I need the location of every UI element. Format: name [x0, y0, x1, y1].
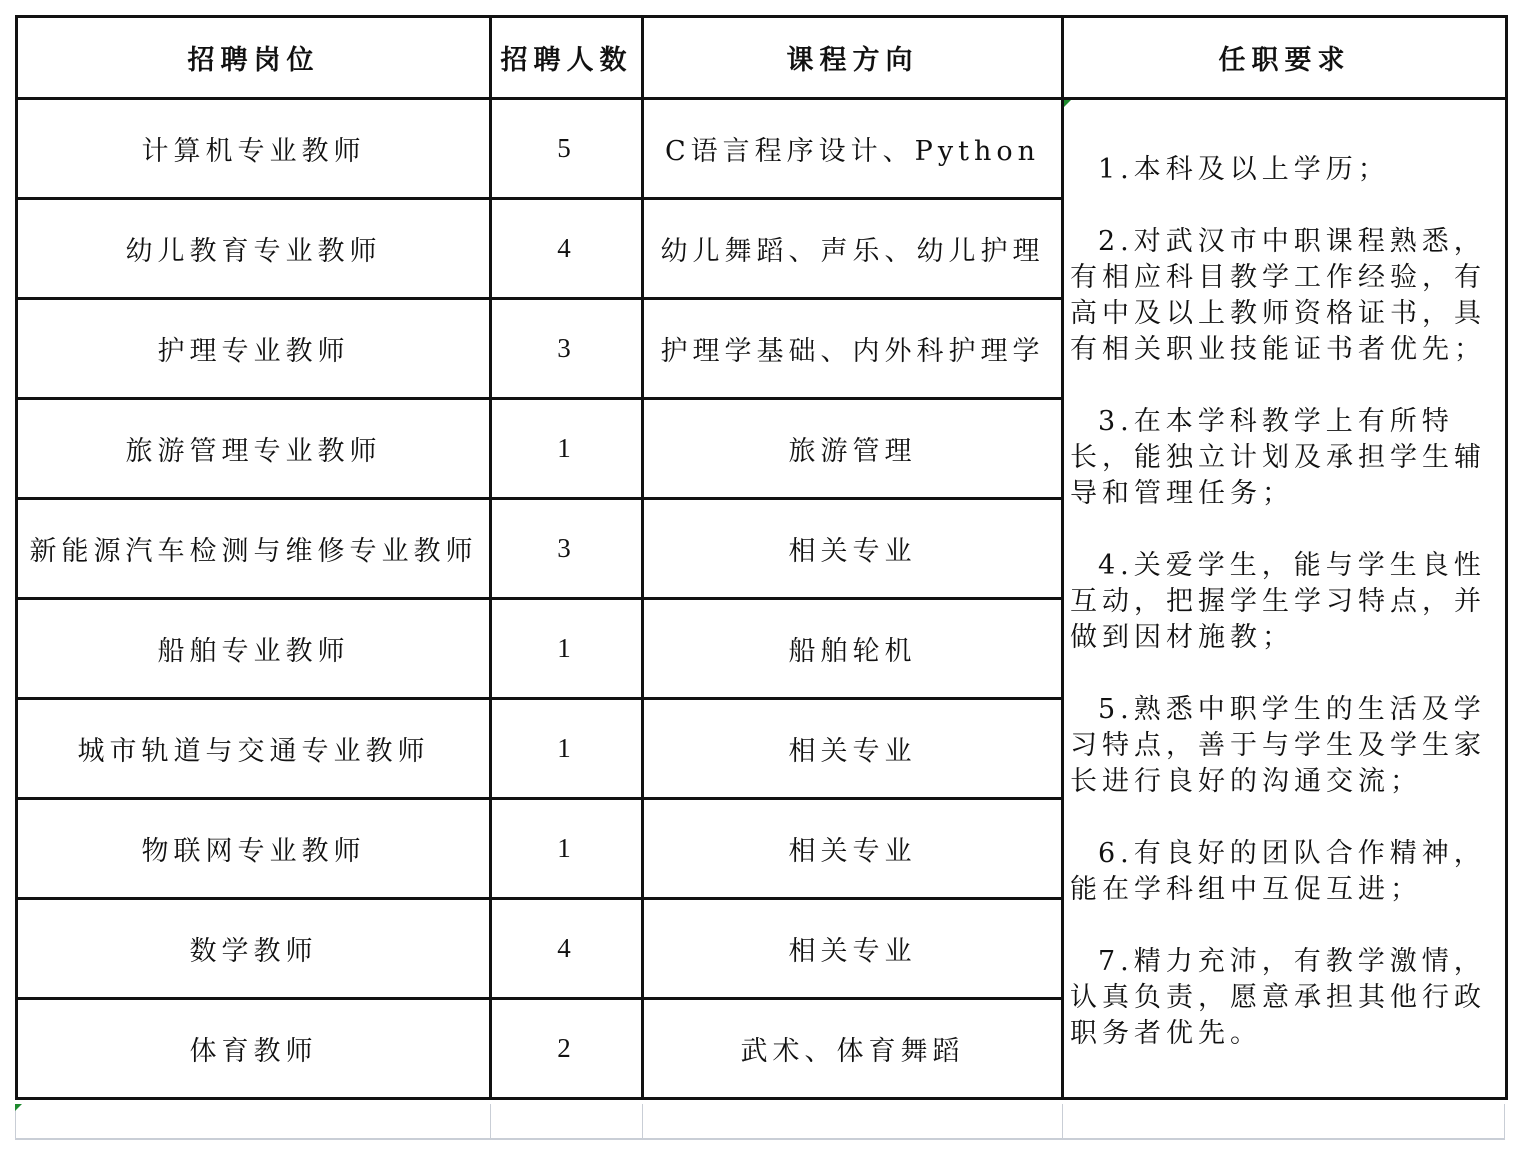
cell-course[interactable]: 相关专业: [643, 499, 1063, 599]
cell-course[interactable]: 旅游管理: [643, 399, 1063, 499]
requirement-item: 3.在本学科教学上有所特长，能独立计划及承担学生辅导和管理任务；: [1070, 406, 1486, 509]
table-row: [17, 99, 1507, 199]
cell-position[interactable]: 船舶专业教师: [17, 599, 491, 699]
cell-course[interactable]: 武术、体育舞蹈: [643, 999, 1063, 1099]
cell-position[interactable]: 幼儿教育专业教师: [17, 199, 491, 299]
cell-position[interactable]: 物联网专业教师: [17, 799, 491, 899]
cell-comment-marker: [1064, 100, 1071, 107]
cell-count[interactable]: 5: [491, 99, 643, 199]
cell-count[interactable]: 4: [491, 899, 643, 999]
cell-position[interactable]: 护理专业教师: [17, 299, 491, 399]
header-count[interactable]: 招聘人数: [491, 17, 643, 99]
cell-course[interactable]: 相关专业: [643, 899, 1063, 999]
cell-count[interactable]: 1: [491, 599, 643, 699]
cell-count[interactable]: 3: [491, 299, 643, 399]
cell-position[interactable]: 城市轨道与交通专业教师: [17, 699, 491, 799]
header-course[interactable]: 课程方向: [643, 17, 1063, 99]
cell-count[interactable]: 1: [491, 799, 643, 899]
cell-position[interactable]: 计算机专业教师: [17, 99, 491, 199]
requirement-item: 1.本科及以上学历；: [1098, 154, 1390, 185]
cell-course[interactable]: C语言程序设计、Python: [643, 99, 1063, 199]
cell-course[interactable]: 相关专业: [643, 699, 1063, 799]
header-requirements[interactable]: 任职要求: [1063, 17, 1507, 99]
gridline: [1062, 1104, 1063, 1138]
cell-requirements[interactable]: [1063, 99, 1507, 1099]
requirement-item: 4.关爱学生，能与学生良性互动，把握学生学习特点，并做到因材施教；: [1070, 550, 1486, 653]
gridline: [642, 1104, 643, 1138]
header-position[interactable]: 招聘岗位: [17, 17, 491, 99]
cell-course[interactable]: 船舶轮机: [643, 599, 1063, 699]
requirement-item: 2.对武汉市中职课程熟悉，有相应科目教学工作经验，有高中及以上教师资格证书，具有相关职业技能证书者优先；: [1070, 226, 1486, 365]
requirement-item: 7.精力充沛，有教学激情，认真负责，愿意承担其他行政职务者优先。: [1070, 946, 1486, 1049]
gridline: [490, 1104, 491, 1138]
empty-spreadsheet-row[interactable]: [15, 1104, 1505, 1140]
cell-course[interactable]: 护理学基础、内外科护理学: [643, 299, 1063, 399]
cell-count[interactable]: 2: [491, 999, 643, 1099]
cell-count[interactable]: 1: [491, 699, 643, 799]
cell-position[interactable]: 旅游管理专业教师: [17, 399, 491, 499]
cell-position[interactable]: 数学教师: [17, 899, 491, 999]
cell-comment-marker: [15, 1104, 22, 1111]
header-row: [17, 17, 1507, 99]
cell-position[interactable]: 体育教师: [17, 999, 491, 1099]
cell-course[interactable]: 相关专业: [643, 799, 1063, 899]
requirement-item: 6.有良好的团队合作精神，能在学科组中互促互进；: [1070, 838, 1486, 905]
recruitment-table: [15, 15, 1508, 1100]
cell-count[interactable]: 1: [491, 399, 643, 499]
cell-count[interactable]: 3: [491, 499, 643, 599]
cell-position[interactable]: 新能源汽车检测与维修专业教师: [17, 499, 491, 599]
cell-count[interactable]: 4: [491, 199, 643, 299]
requirement-item: 5.熟悉中职学生的生活及学习特点，善于与学生及学生家长进行良好的沟通交流；: [1070, 694, 1486, 797]
cell-course[interactable]: 幼儿舞蹈、声乐、幼儿护理: [643, 199, 1063, 299]
recruitment-sheet: [15, 15, 1505, 1100]
